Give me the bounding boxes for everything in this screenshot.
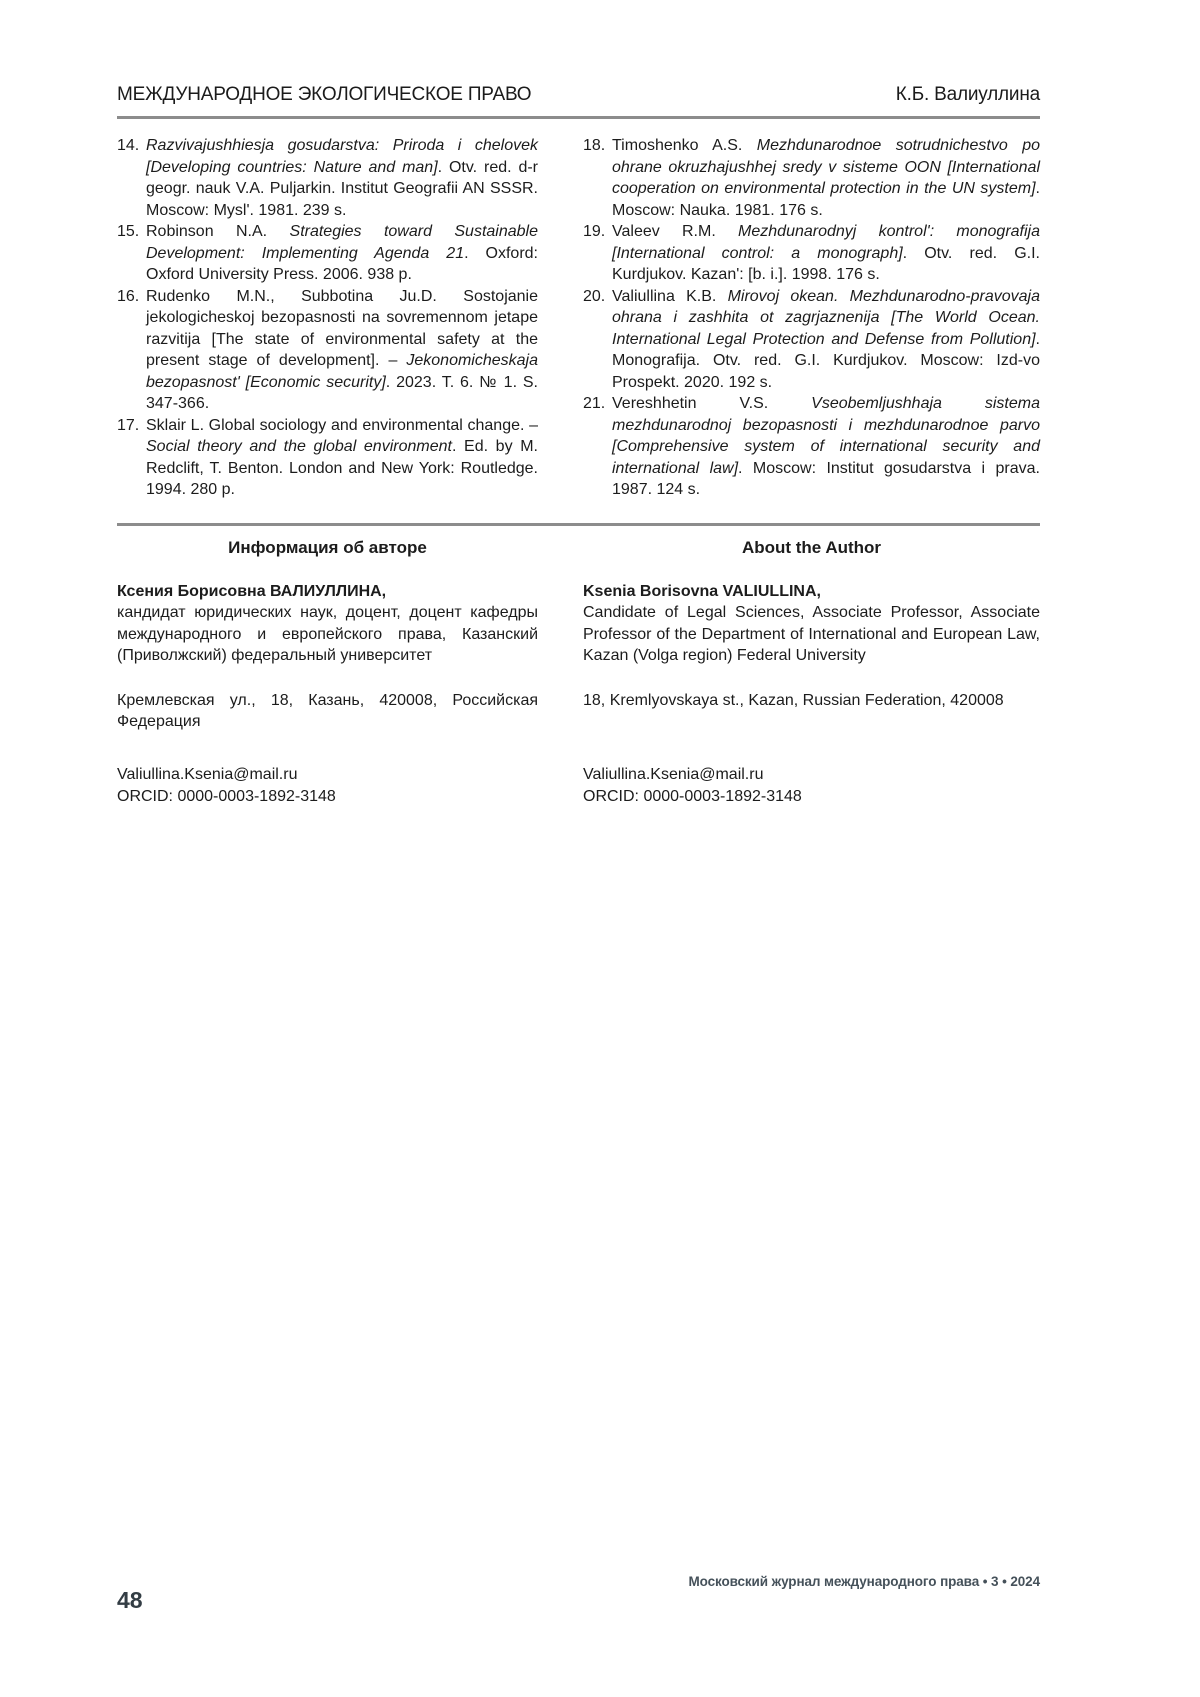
header-rule (117, 116, 1040, 119)
header-author-name: К.Б. Валиуллина (895, 84, 1040, 105)
author-affiliation-en: Candidate of Legal Sciences, Associate Professor, Associate Professor of the Department of International and European Law, Kazan (Volga region) Federal University (583, 604, 1040, 664)
references-left (117, 135, 538, 501)
reference-text: Timoshenko A.S. Mezhdunarodnoe sotrudnichestvo po ohrane okruzhajushhej sredy v sisteme OON [International cooperation on environmental protection in the UN system]. Moscow: Nauka. 1981. 176 s. (612, 137, 1040, 219)
reference-number: 18. (583, 137, 606, 154)
author-block-ru (117, 581, 538, 667)
reference-item (583, 393, 1040, 501)
author-address-ru: Кремлевская ул., 18, Казань, 420008, Российская Федерация (117, 691, 538, 730)
author-affiliation-ru: кандидат юридических наук, доцент, доцент кафедры международного и европейского права, Казанский (Приволжский) федеральный университет (117, 604, 538, 664)
author-contacts-en (583, 764, 1040, 808)
author-email-en: Valiullina.Ksenia@mail.ru (583, 765, 764, 783)
page-content (117, 84, 1040, 808)
author-email-ru: Valiullina.Ksenia@mail.ru (117, 765, 298, 783)
author-info-heading-en: About the Author (741, 537, 882, 557)
reference-text: Valiullina K.B. Mirovoj okean. Mezhdunarodno-pravovaja ohrana i zashhita ot zagrjaznenija [The World Ocean. International Legal Protection and Defense from Pollution]. Monografija. Otv. red. G.I. Kurdjukov. Moscow: Izd-vo Prospekt. 2020. 192 s. (612, 287, 1040, 391)
reference-text: Rudenko M.N., Subbotina Ju.D. Sostojanie jekologicheskoj bezopasnosti na sovremennom jetape razvitija [The state of environmental safety at the present stage of development]. – Jekonomicheskaja bezopasnost' [Economic security]. 2023. T. 6. № 1. S. 347-366. (146, 287, 539, 412)
references-section (117, 135, 1040, 501)
reference-item (117, 286, 538, 415)
running-head (117, 84, 1040, 106)
reference-item (117, 221, 538, 286)
reference-text: Razvivajushhiesja gosudarstva: Priroda i chelovek [Developing countries: Nature and man]. Otv. red. d-r geogr. nauk V.A. Puljarkin. Institut Geografii AN SSSR. Moscow: Mysl'. 1981. 239 s. (146, 137, 538, 219)
reference-number: 17. (117, 416, 140, 434)
author-name-en: Ksenia Borisovna VALIULLINA, (583, 582, 821, 600)
reference-number: 14. (117, 137, 140, 154)
author-name-ru: Ксения Борисовна ВАЛИУЛЛИНА, (117, 582, 387, 600)
author-section-rule (117, 523, 1040, 526)
author-orcid-en: ORCID: 0000-0003-1892-3148 (583, 787, 802, 805)
footer-journal-line: Московский журнал международного права • 3 • 2024 (688, 1574, 1040, 1589)
author-block-en (583, 581, 1040, 667)
reference-item (583, 221, 1040, 286)
reference-number: 15. (117, 223, 140, 240)
footer-page-number: 48 (117, 1587, 143, 1613)
author-contacts-ru (117, 764, 538, 808)
reference-number: 21. (583, 395, 606, 412)
reference-text: Sklair L. Global sociology and environmental change. – Social theory and the global environment. Ed. by M. Redclift, T. Benton. London and New York: Routledge. 1994. 280 p. (146, 416, 538, 498)
author-info-heading-ru: Информация об авторе (228, 537, 427, 557)
reference-text: Vereshhetin V.S. Vseobemljushhaja sistema mezhdunarodnoj bezopasnosti i mezhdunarodnoe parvo [Comprehensive system of international security and international law]. Moscow: Institut gosudarstva i prava. 1987. 124 s. (612, 395, 1040, 498)
reference-item (583, 135, 1040, 221)
page-footer (117, 1574, 1040, 1624)
author-address-en: 18, Kremlyovskaya st., Kazan, Russian Federation, 420008 (583, 691, 1004, 709)
reference-text: Valeev R.M. Mezhdunarodnyj kontrol': monografija [International control: a monograph]. Otv. red. G.I. Kurdjukov. Kazan': [b. i.]. 1998. 176 s. (612, 223, 1040, 283)
reference-number: 20. (583, 287, 606, 305)
references-right (583, 135, 1040, 501)
reference-number: 16. (117, 287, 140, 305)
author-info-section (117, 538, 1040, 808)
reference-item (583, 286, 1040, 394)
author-orcid-ru: ORCID: 0000-0003-1892-3148 (117, 787, 336, 805)
reference-number: 19. (583, 223, 606, 240)
reference-item (117, 135, 538, 221)
reference-item (117, 415, 538, 501)
section-title: МЕЖДУНАРОДНОЕ ЭКОЛОГИЧЕСКОЕ ПРАВО (117, 84, 532, 105)
reference-text: Robinson N.A. Strategies toward Sustainable Development: Implementing Agenda 21. Oxford: Oxford University Press. 2006. 938 p. (146, 223, 539, 283)
